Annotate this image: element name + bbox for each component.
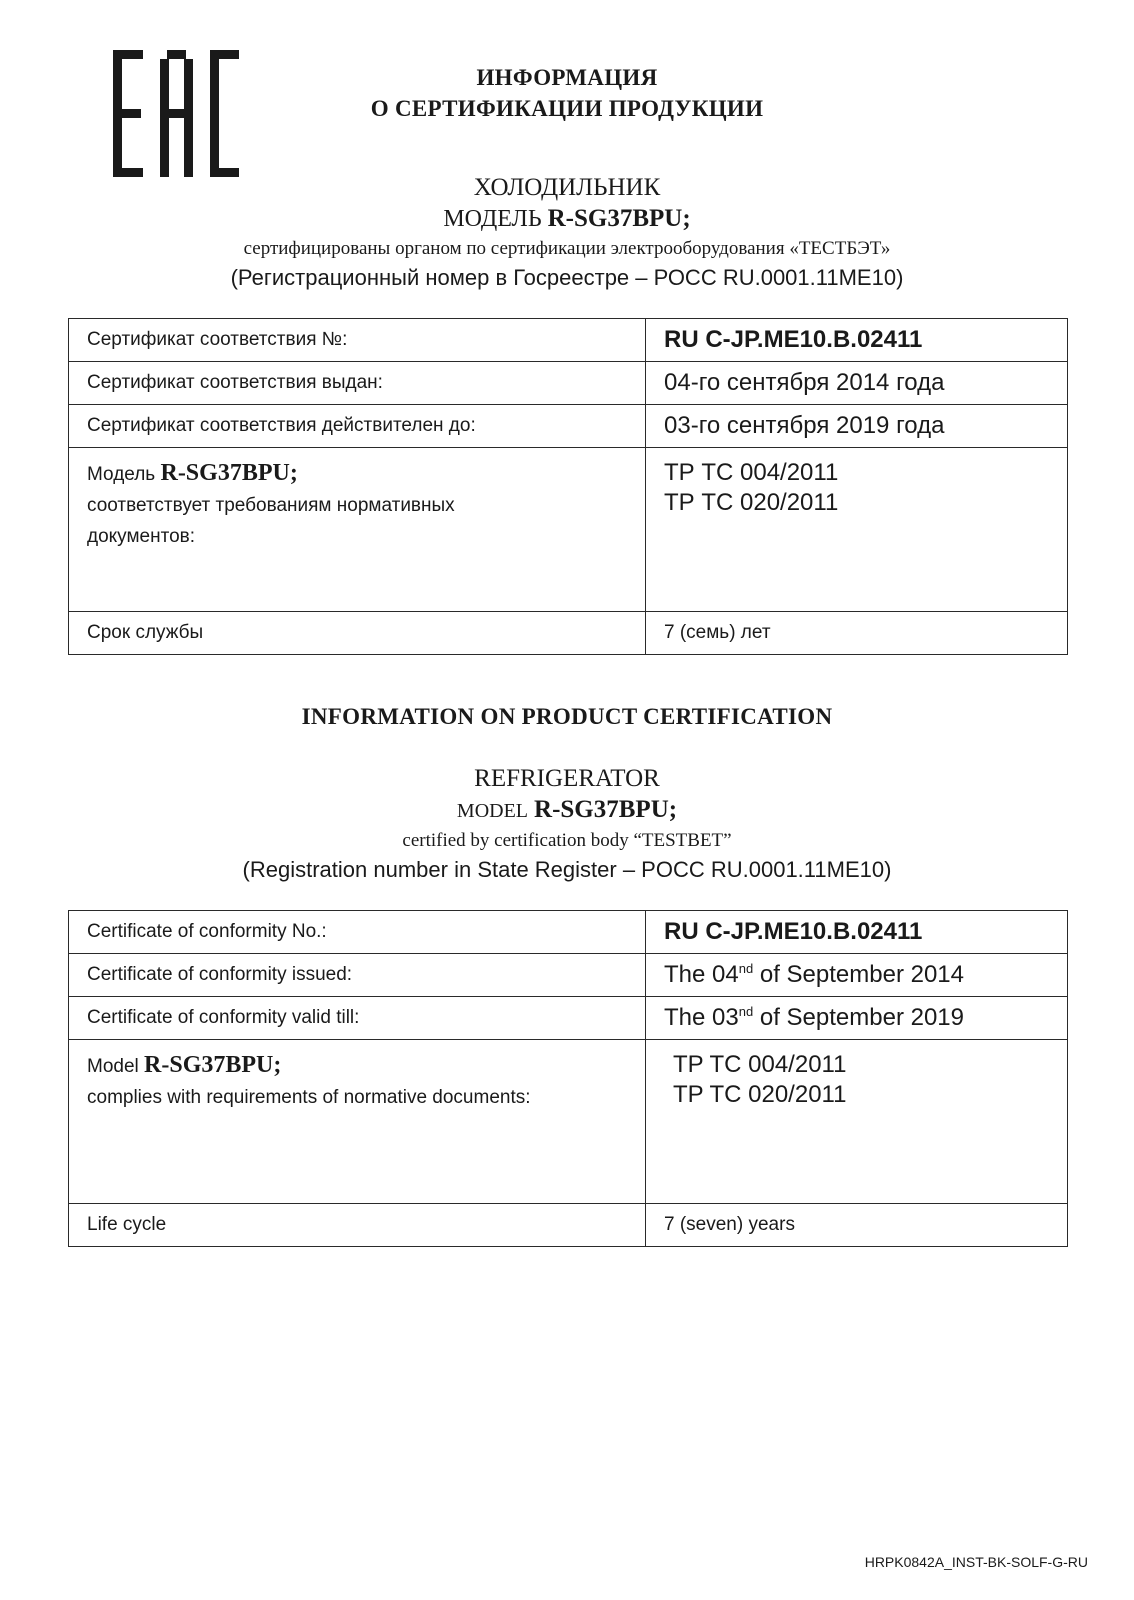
ru-norm-1: ТР ТС 004/2011 [664, 459, 839, 486]
ru-title-line1: ИНФОРМАЦИЯ [476, 65, 658, 90]
ru-model-code: R-SG37BPU; [547, 205, 691, 232]
en-valid-suffix: of September 2019 [753, 1004, 964, 1031]
ru-model-prefix: МОДЕЛЬ [443, 206, 542, 232]
ru-service-label: Срок службы [69, 612, 646, 655]
en-product-name: REFRIGERATOR [474, 765, 660, 792]
ru-cert-no-label: Сертификат соответствия №: [69, 319, 646, 362]
en-model-cell [69, 1040, 646, 1204]
en-valid-value [646, 997, 1068, 1040]
en-life-label: Life cycle [69, 1204, 646, 1247]
footer-document-code: HRPK0842A_INST-BK-SOLF-G-RU [864, 1554, 1088, 1570]
en-title-block [0, 701, 1134, 732]
table-row [69, 405, 1068, 448]
en-cert-no-label: Certificate of conformity No.: [69, 911, 646, 954]
ru-norm-2: ТР ТС 020/2011 [664, 489, 839, 516]
en-complies: complies with requirements of normative documents: [87, 1087, 531, 1108]
ru-certified-by: сертифицированы органом по сертификации электрооборудования «ТЕСТБЭТ» [243, 238, 891, 259]
en-issued-label: Certificate of conformity issued: [69, 954, 646, 997]
table-row [69, 448, 1068, 612]
en-table-model-line [87, 1050, 627, 1082]
table-row [69, 1204, 1068, 1247]
en-certified-by: certified by certification body “TESTBET” [402, 830, 732, 851]
ru-issued-value: 04-го сентября 2014 года [646, 362, 1068, 405]
en-issued-value [646, 954, 1068, 997]
en-life-value: 7 (seven) years [646, 1204, 1068, 1247]
en-norms-cell [646, 1040, 1068, 1204]
ru-product-block [0, 172, 1134, 293]
en-table-model-prefix: Model [87, 1056, 139, 1077]
table-row [69, 362, 1068, 405]
en-valid-prefix: The 03 [664, 1004, 739, 1031]
ru-cert-table [68, 318, 1068, 655]
table-row [69, 612, 1068, 655]
en-registration: (Registration number in State Register – POCC RU.0001.11ME10) [242, 857, 892, 882]
en-table-model-code: R-SG37BPU; [144, 1052, 282, 1078]
ru-model-line [0, 203, 1134, 235]
ru-model-cell [69, 448, 646, 612]
en-model-code: R-SG37BPU; [534, 796, 678, 823]
ru-cert-no-value: RU C-JP.ME10.B.02411 [646, 319, 1068, 362]
en-issued-ordinal: nd [738, 961, 754, 976]
ru-product-name: ХОЛОДИЛЬНИК [473, 174, 661, 201]
ru-title-block [0, 62, 1134, 124]
en-product-block [0, 763, 1134, 885]
table-row [69, 954, 1068, 997]
en-valid-label: Certificate of conformity valid till: [69, 997, 646, 1040]
ru-norms-cell [646, 448, 1068, 612]
ru-service-value: 7 (семь) лет [646, 612, 1068, 655]
en-issued-suffix: of September 2014 [753, 961, 964, 988]
ru-title-line2: О СЕРТИФИКАЦИИ ПРОДУКЦИИ [370, 96, 764, 121]
ru-valid-value: 03-го сентября 2019 года [646, 405, 1068, 448]
en-norm-2: TP TC 020/2011 [673, 1081, 847, 1108]
ru-issued-label: Сертификат соответствия выдан: [69, 362, 646, 405]
table-row [69, 1040, 1068, 1204]
ru-registration: (Регистрационный номер в Госреестре – РОСС RU.0001.11МЕ10) [230, 265, 904, 290]
ru-table-model-prefix: Модель [87, 464, 156, 485]
ru-complies-line1: соответствует требованиям нормативных [87, 495, 455, 516]
table-row [69, 319, 1068, 362]
en-model-line [0, 794, 1134, 827]
en-valid-ordinal: nd [738, 1004, 754, 1019]
en-norm-1: TP TC 004/2011 [673, 1051, 847, 1078]
ru-table-model-line [87, 458, 627, 490]
en-cert-no-value: RU C-JP.ME10.B.02411 [646, 911, 1068, 954]
ru-valid-label: Сертификат соответствия действителен до: [69, 405, 646, 448]
table-row [69, 911, 1068, 954]
en-issued-prefix: The 04 [664, 961, 739, 988]
en-title: INFORMATION ON PRODUCT CERTIFICATION [301, 704, 833, 729]
ru-table-model-code: R-SG37BPU; [160, 460, 298, 486]
table-row [69, 997, 1068, 1040]
ru-complies-line2: документов: [87, 526, 196, 547]
en-cert-table [68, 910, 1068, 1247]
en-model-prefix: MODEL [456, 800, 529, 822]
